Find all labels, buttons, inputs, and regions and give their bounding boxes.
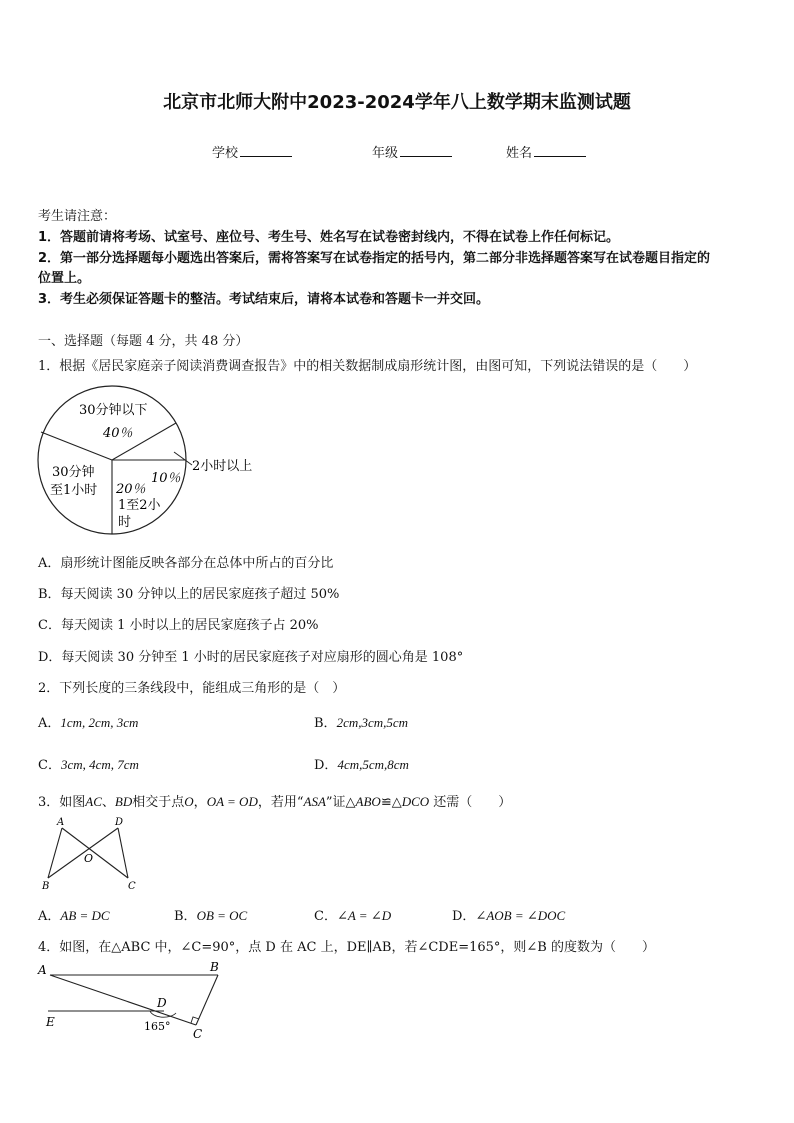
option-text: ∠AOB = ∠DOC [475,908,566,923]
notice-item: 位置上。 [38,271,91,286]
question-4-stem: 4．如图，在△ABC 中，∠C=90°，点 D 在 AC 上，DE∥AB，若∠CDE=165°，则∠B 的度数为（ ） [38,940,655,955]
q1-option-b: B．每天阅读 30 分钟以上的居民家庭孩子超过 50% [38,587,340,602]
notice-item: 2．第一部分选择题每小题选出答案后，需将答案写在试卷指定的括号内，第二部分非选择题答案写在试卷题目指定的 [38,251,711,266]
q3-label-c: C [128,881,136,892]
question-1-stem: 1．根据《居民家庭亲子阅读消费调查报告》中的相关数据制成扇形统计图，由图可知，下列说法错误的是（ ） [38,359,697,374]
option-text: 4cm,5cm,8cm [337,757,409,772]
option-letter: B． [174,909,197,924]
pie-label-1to2-l1: 1至2小 [118,498,161,513]
q3-text: 相交于点 [132,795,185,810]
option-text: OB = OC [196,908,248,923]
option-letter: A． [38,716,61,731]
option-text: 1cm, 2cm, 3cm [60,715,139,730]
grade-label: 年级 [372,146,399,161]
option-letter: C． [314,909,337,924]
q4-label-e: E [46,1015,55,1029]
q4-label-c: C [193,1027,203,1041]
q1-option-c: C．每天阅读 1 小时以上的居民家庭孩子占 20% [38,618,319,633]
notice-item: 3．考生必须保证答题卡的整洁。考试结束后，请将本试卷和答题卡一并交回。 [38,292,490,307]
q4-label-angle: 165° [144,1020,171,1033]
q3-label-d: D [115,817,124,828]
option-letter: C． [38,758,61,773]
q3-text: ≌△ [380,795,402,810]
q3-label-a: A [57,817,65,828]
pie-label-30to60-l2: 至1小时 [50,483,98,498]
q3-text: ， [193,795,207,810]
q1-option-a: A．扇形统计图能反映各部分在总体中所占的百分比 [38,556,334,571]
q3-text: ，若用“ [257,795,304,810]
q3-math: ASA [303,794,326,809]
q3-math: AC [85,794,102,809]
q4-label-d: D [157,996,167,1010]
section-heading: 一、选择题（每题 4 分，共 48 分） [38,334,249,349]
option-text: AB = DC [60,908,110,923]
school-label: 学校 [212,146,239,161]
option-text: 2cm,3cm,5cm [336,715,409,730]
q3-math: DCO [401,794,430,809]
question-2-stem: 2．下列长度的三条线段中，能组成三角形的是（ ） [38,681,346,696]
q1-option-d: D．每天阅读 30 分钟至 1 小时的居民家庭孩子对应扇形的圆心角是 108° [38,650,464,665]
option-letter: D． [314,758,338,773]
notice-heading: 考生请注意： [38,209,117,224]
pie-pct-over2: 10％ [151,471,181,486]
option-text: 3cm, 4cm, 7cm [60,757,139,772]
q3-math: ABO [355,794,381,809]
q4-label-b: B [210,960,219,974]
pie-label-under30: 30分钟以下 [79,403,148,418]
q3-label-b: B [42,881,50,892]
q3-math: BD [114,794,133,809]
q3-text: ”证△ [325,795,356,810]
page-title: 北京市北师大附中2023-2024学年八上数学期末监测试题 [163,92,631,113]
pie-pct-under30: 40％ [103,426,133,441]
q3-text: 、 [101,795,115,810]
q3-label-o: O [84,852,94,865]
option-letter: A． [38,909,61,924]
pie-pct-1to2: 20％ [116,482,146,497]
option-letter: B． [314,716,337,731]
q3-text: 还需（ ） [429,795,512,810]
pie-label-30to60-l1: 30分钟 [52,465,95,480]
option-text: ∠A = ∠D [336,908,392,923]
pie-label-1to2-l2: 时 [118,515,132,530]
notice-item: 1．答题前请将考场、试室号、座位号、考生号、姓名写在试卷密封线内，不得在试卷上作任何标记。 [38,230,620,245]
pie-label-over2: 2小时以上 [192,459,253,474]
q3-math: OA = OD [206,794,258,809]
option-letter: D． [452,909,476,924]
q3-math: O [184,794,194,809]
q3-text: 3．如图 [38,795,86,810]
name-label: 姓名 [506,146,533,161]
q4-label-a: A [38,963,47,977]
